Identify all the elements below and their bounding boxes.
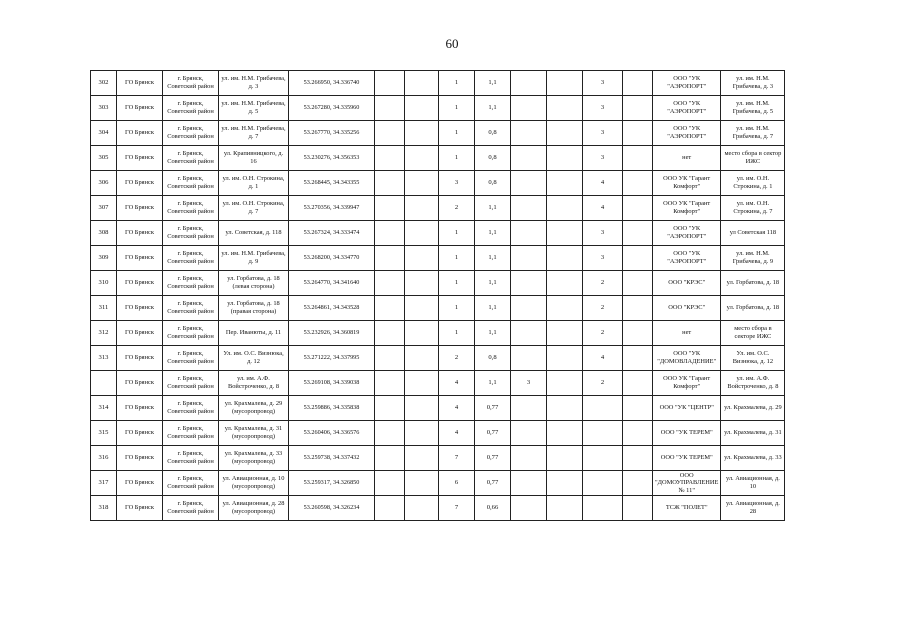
container-volume-cell: 1,1	[475, 371, 511, 396]
row-number-cell: 315	[91, 421, 117, 446]
row-number-cell: 314	[91, 396, 117, 421]
empty-cell	[405, 496, 439, 521]
extra-count-cell	[511, 221, 547, 246]
organization-cell: ТСЖ "ПОЛЕТ"	[653, 496, 721, 521]
table-row	[91, 496, 785, 521]
empty-cell	[375, 371, 405, 396]
container-volume-cell: 1,1	[475, 271, 511, 296]
empty-cell	[375, 446, 405, 471]
empty-cell	[623, 371, 653, 396]
empty-cell	[375, 321, 405, 346]
district-cell: ГО Брянск	[117, 146, 163, 171]
waste-source-cell: ул Советская 118	[721, 221, 785, 246]
city-cell: г. Брянск, Советский район	[163, 346, 219, 371]
empty-cell	[623, 71, 653, 96]
address-cell: Ул. им. О.С. Визнюка, д. 12	[219, 346, 289, 371]
container-count-cell: 1	[439, 271, 475, 296]
district-cell: ГО Брянск	[117, 496, 163, 521]
extra-count-cell	[511, 71, 547, 96]
city-cell: г. Брянск, Советский район	[163, 171, 219, 196]
empty-cell	[375, 496, 405, 521]
empty-cell	[547, 121, 583, 146]
container-count-cell: 4	[439, 421, 475, 446]
organization-cell: ООО "ДОМОУПРАВЛЕНИЕ № 11"	[653, 471, 721, 496]
container-count-cell: 2	[439, 196, 475, 221]
district-cell: ГО Брянск	[117, 296, 163, 321]
empty-cell	[623, 146, 653, 171]
city-cell: г. Брянск, Советский район	[163, 96, 219, 121]
waste-source-cell: ул. им. О.Н. Строкина, д. 1	[721, 171, 785, 196]
empty-cell	[405, 371, 439, 396]
waste-source-cell: ул. Горбатова, д. 18	[721, 296, 785, 321]
extra-count-cell	[511, 196, 547, 221]
empty-cell	[375, 121, 405, 146]
extra-count-cell	[511, 321, 547, 346]
row-number-cell: 308	[91, 221, 117, 246]
coordinates-cell: 53.270356, 34.339947	[289, 196, 375, 221]
empty-cell	[623, 121, 653, 146]
empty-cell	[405, 121, 439, 146]
empty-cell	[623, 96, 653, 121]
container-volume-cell: 1,1	[475, 221, 511, 246]
row-number-cell	[91, 371, 117, 396]
city-cell: г. Брянск, Советский район	[163, 321, 219, 346]
organization-cell: ООО "УК "АЭРОПОРТ"	[653, 246, 721, 271]
organization-cell: ООО "УК ТЕРЕМ"	[653, 446, 721, 471]
frequency-cell	[583, 471, 623, 496]
extra-count-cell	[511, 171, 547, 196]
container-volume-cell: 0,8	[475, 171, 511, 196]
row-number-cell: 305	[91, 146, 117, 171]
frequency-cell: 2	[583, 296, 623, 321]
city-cell: г. Брянск, Советский район	[163, 296, 219, 321]
organization-cell: ООО "УК "АЭРОПОРТ"	[653, 71, 721, 96]
empty-cell	[405, 171, 439, 196]
address-cell: ул. им. Н.М. Грибачева, д. 9	[219, 246, 289, 271]
address-cell: ул. Авиационная, д. 10 (мусоропровод)	[219, 471, 289, 496]
empty-cell	[623, 271, 653, 296]
waste-source-cell: ул. Крахмалева, д. 29	[721, 396, 785, 421]
waste-source-cell: ул. им. Н.М. Грибачева, д. 7	[721, 121, 785, 146]
row-number-cell: 309	[91, 246, 117, 271]
district-cell: ГО Брянск	[117, 121, 163, 146]
container-count-cell: 1	[439, 221, 475, 246]
empty-cell	[623, 446, 653, 471]
table-row	[91, 271, 785, 296]
container-count-cell: 4	[439, 371, 475, 396]
empty-cell	[547, 221, 583, 246]
row-number-cell: 311	[91, 296, 117, 321]
organization-cell: ООО "УК ТЕРЕМ"	[653, 421, 721, 446]
city-cell: г. Брянск, Советский район	[163, 271, 219, 296]
frequency-cell	[583, 446, 623, 471]
empty-cell	[405, 446, 439, 471]
empty-cell	[405, 421, 439, 446]
coordinates-cell: 53.268445, 34.343355	[289, 171, 375, 196]
city-cell: г. Брянск, Советский район	[163, 221, 219, 246]
empty-cell	[375, 271, 405, 296]
extra-count-cell	[511, 346, 547, 371]
container-count-cell: 4	[439, 396, 475, 421]
district-cell: ГО Брянск	[117, 421, 163, 446]
frequency-cell: 3	[583, 246, 623, 271]
district-cell: ГО Брянск	[117, 171, 163, 196]
empty-cell	[623, 346, 653, 371]
empty-cell	[405, 221, 439, 246]
address-cell: ул. Горбатова, д. 18 (левая сторона)	[219, 271, 289, 296]
empty-cell	[547, 171, 583, 196]
container-volume-cell: 1,1	[475, 71, 511, 96]
coordinates-cell: 53.232926, 34.360819	[289, 321, 375, 346]
city-cell: г. Брянск, Советский район	[163, 396, 219, 421]
empty-cell	[405, 321, 439, 346]
coordinates-cell: 53.264770, 34.341640	[289, 271, 375, 296]
empty-cell	[405, 96, 439, 121]
address-cell: ул. им. О.Н. Строкина, д. 7	[219, 196, 289, 221]
empty-cell	[623, 321, 653, 346]
table-row	[91, 146, 785, 171]
empty-cell	[405, 196, 439, 221]
container-count-cell: 1	[439, 296, 475, 321]
table-row	[91, 296, 785, 321]
table-row	[91, 396, 785, 421]
extra-count-cell	[511, 296, 547, 321]
empty-cell	[375, 471, 405, 496]
extra-count-cell	[511, 121, 547, 146]
empty-cell	[623, 246, 653, 271]
empty-cell	[547, 496, 583, 521]
coordinates-cell: 53.267770, 34.335256	[289, 121, 375, 146]
district-cell: ГО Брянск	[117, 346, 163, 371]
district-cell: ГО Брянск	[117, 196, 163, 221]
address-cell: ул. Крахмалева, д. 33 (мусоропровод)	[219, 446, 289, 471]
waste-source-cell: место сбора в секторе ИЖС	[721, 321, 785, 346]
container-volume-cell: 0,77	[475, 396, 511, 421]
container-volume-cell: 0,77	[475, 471, 511, 496]
waste-source-cell: ул. Крахмалева, д. 31	[721, 421, 785, 446]
organization-cell: ООО "УК "ДОМОВЛАДЕНИЕ"	[653, 346, 721, 371]
city-cell: г. Брянск, Советский район	[163, 446, 219, 471]
waste-source-cell: ул. Авиационная, д. 10	[721, 471, 785, 496]
table-row	[91, 446, 785, 471]
frequency-cell: 2	[583, 321, 623, 346]
coordinates-cell: 53.266950, 34.336740	[289, 71, 375, 96]
row-number-cell: 313	[91, 346, 117, 371]
container-count-cell: 1	[439, 71, 475, 96]
table-body	[91, 71, 785, 521]
district-cell: ГО Брянск	[117, 321, 163, 346]
container-volume-cell: 0,8	[475, 346, 511, 371]
empty-cell	[375, 246, 405, 271]
extra-count-cell	[511, 471, 547, 496]
organization-cell: нет	[653, 321, 721, 346]
frequency-cell: 3	[583, 96, 623, 121]
container-volume-cell: 0,8	[475, 146, 511, 171]
frequency-cell: 3	[583, 221, 623, 246]
organization-cell: ООО "УК "АЭРОПОРТ"	[653, 121, 721, 146]
empty-cell	[405, 271, 439, 296]
extra-count-cell	[511, 271, 547, 296]
waste-source-cell: ул. им. Н.М. Грибачева, д. 5	[721, 96, 785, 121]
empty-cell	[405, 396, 439, 421]
coordinates-cell: 53.230276, 34.356353	[289, 146, 375, 171]
empty-cell	[405, 246, 439, 271]
district-cell: ГО Брянск	[117, 446, 163, 471]
frequency-cell: 3	[583, 146, 623, 171]
row-number-cell: 304	[91, 121, 117, 146]
extra-count-cell	[511, 96, 547, 121]
address-cell: Пер. Иванюты, д. 11	[219, 321, 289, 346]
container-volume-cell: 0,77	[475, 446, 511, 471]
frequency-cell	[583, 496, 623, 521]
empty-cell	[375, 146, 405, 171]
address-cell: ул. им. О.Н. Строкина, д. 1	[219, 171, 289, 196]
empty-cell	[405, 146, 439, 171]
table-row	[91, 346, 785, 371]
organization-cell: ООО "УК "АЭРОПОРТ"	[653, 221, 721, 246]
extra-count-cell: 3	[511, 371, 547, 396]
frequency-cell	[583, 396, 623, 421]
table-row	[91, 96, 785, 121]
container-volume-cell: 1,1	[475, 196, 511, 221]
table-row	[91, 221, 785, 246]
container-count-cell: 1	[439, 96, 475, 121]
table-row	[91, 321, 785, 346]
district-cell: ГО Брянск	[117, 96, 163, 121]
empty-cell	[547, 346, 583, 371]
empty-cell	[405, 346, 439, 371]
district-cell: ГО Брянск	[117, 246, 163, 271]
waste-source-cell: ул. Крахмалева, д. 33	[721, 446, 785, 471]
empty-cell	[375, 396, 405, 421]
frequency-cell: 3	[583, 121, 623, 146]
district-cell: ГО Брянск	[117, 371, 163, 396]
empty-cell	[547, 421, 583, 446]
coordinates-cell: 53.260598, 34.326234	[289, 496, 375, 521]
frequency-cell: 2	[583, 371, 623, 396]
district-cell: ГО Брянск	[117, 271, 163, 296]
empty-cell	[547, 471, 583, 496]
table-row	[91, 421, 785, 446]
waste-source-cell: ул. им. А.Ф. Войстроченко, д. 8	[721, 371, 785, 396]
district-cell: ГО Брянск	[117, 71, 163, 96]
table-row	[91, 371, 785, 396]
frequency-cell: 2	[583, 271, 623, 296]
empty-cell	[623, 421, 653, 446]
district-cell: ГО Брянск	[117, 471, 163, 496]
empty-cell	[547, 396, 583, 421]
frequency-cell	[583, 421, 623, 446]
empty-cell	[375, 171, 405, 196]
city-cell: г. Брянск, Советский район	[163, 146, 219, 171]
table-row	[91, 71, 785, 96]
empty-cell	[547, 146, 583, 171]
coordinates-cell: 53.267280, 34.335960	[289, 96, 375, 121]
table-row	[91, 196, 785, 221]
empty-cell	[547, 196, 583, 221]
city-cell: г. Брянск, Советский район	[163, 196, 219, 221]
organization-cell: ООО "УК "АЭРОПОРТ"	[653, 96, 721, 121]
row-number-cell: 310	[91, 271, 117, 296]
coordinates-cell: 53.269108, 34.339038	[289, 371, 375, 396]
empty-cell	[375, 296, 405, 321]
coordinates-cell: 53.267324, 34.333474	[289, 221, 375, 246]
container-volume-cell: 1,1	[475, 246, 511, 271]
empty-cell	[375, 221, 405, 246]
container-count-cell: 3	[439, 171, 475, 196]
row-number-cell: 303	[91, 96, 117, 121]
empty-cell	[375, 421, 405, 446]
extra-count-cell	[511, 146, 547, 171]
frequency-cell: 4	[583, 346, 623, 371]
container-volume-cell: 0,66	[475, 496, 511, 521]
empty-cell	[623, 471, 653, 496]
empty-cell	[547, 246, 583, 271]
row-number-cell: 318	[91, 496, 117, 521]
empty-cell	[623, 296, 653, 321]
empty-cell	[375, 196, 405, 221]
container-volume-cell: 1,1	[475, 321, 511, 346]
organization-cell: ООО "КРЭС"	[653, 296, 721, 321]
coordinates-cell: 53.259886, 34.335838	[289, 396, 375, 421]
table-row	[91, 121, 785, 146]
container-count-cell: 2	[439, 346, 475, 371]
empty-cell	[405, 71, 439, 96]
table-row	[91, 246, 785, 271]
address-cell: ул. Крахмалева, д. 31 (мусоропровод)	[219, 421, 289, 446]
empty-cell	[547, 71, 583, 96]
empty-cell	[623, 221, 653, 246]
city-cell: г. Брянск, Советский район	[163, 71, 219, 96]
city-cell: г. Брянск, Советский район	[163, 246, 219, 271]
container-volume-cell: 0,77	[475, 421, 511, 446]
table-row	[91, 471, 785, 496]
address-cell: ул. Крапивницкого, д. 16	[219, 146, 289, 171]
frequency-cell: 3	[583, 71, 623, 96]
coordinates-cell: 53.271222, 34.337995	[289, 346, 375, 371]
coordinates-cell: 53.268200, 34.334770	[289, 246, 375, 271]
organization-cell: ООО "УК "ЦЕНТР"	[653, 396, 721, 421]
container-count-cell: 1	[439, 246, 475, 271]
container-volume-cell: 1,1	[475, 96, 511, 121]
organization-cell: ООО "КРЭС"	[653, 271, 721, 296]
organization-cell: ООО УК "Гарант Комфорт"	[653, 196, 721, 221]
empty-cell	[375, 96, 405, 121]
container-count-cell: 6	[439, 471, 475, 496]
row-number-cell: 316	[91, 446, 117, 471]
empty-cell	[547, 296, 583, 321]
extra-count-cell	[511, 496, 547, 521]
coordinates-cell: 53.264861, 34.343528	[289, 296, 375, 321]
city-cell: г. Брянск, Советский район	[163, 121, 219, 146]
empty-cell	[623, 396, 653, 421]
empty-cell	[375, 346, 405, 371]
empty-cell	[405, 296, 439, 321]
waste-source-cell: ул. Авиационная, д. 28	[721, 496, 785, 521]
waste-source-cell: ул. им. Н.М. Грибачева, д. 9	[721, 246, 785, 271]
coordinates-cell: 53.259738, 34.337432	[289, 446, 375, 471]
organization-cell: ООО УК "Гарант Комфорт"	[653, 171, 721, 196]
extra-count-cell	[511, 396, 547, 421]
address-cell: ул. им. А.Ф. Войстроченко, д. 8	[219, 371, 289, 396]
extra-count-cell	[511, 421, 547, 446]
address-cell: ул. им. Н.М. Грибачева, д. 3	[219, 71, 289, 96]
row-number-cell: 317	[91, 471, 117, 496]
empty-cell	[547, 271, 583, 296]
frequency-cell: 4	[583, 196, 623, 221]
district-cell: ГО Брянск	[117, 396, 163, 421]
container-count-cell: 7	[439, 446, 475, 471]
waste-source-cell: ул. им. О.Н. Строкина, д. 7	[721, 196, 785, 221]
container-count-cell: 1	[439, 146, 475, 171]
container-count-cell: 7	[439, 496, 475, 521]
empty-cell	[547, 96, 583, 121]
frequency-cell: 4	[583, 171, 623, 196]
organization-cell: ООО УК "Гарант Комфорт"	[653, 371, 721, 396]
empty-cell	[405, 471, 439, 496]
container-sites-table	[90, 70, 785, 521]
container-count-cell: 1	[439, 321, 475, 346]
address-cell: ул. Горбатова, д. 18 (правая сторона)	[219, 296, 289, 321]
address-cell: ул. им. Н.М. Грибачева, д. 5	[219, 96, 289, 121]
extra-count-cell	[511, 246, 547, 271]
city-cell: г. Брянск, Советский район	[163, 421, 219, 446]
coordinates-cell: 53.259317, 34.326850	[289, 471, 375, 496]
row-number-cell: 312	[91, 321, 117, 346]
empty-cell	[623, 196, 653, 221]
address-cell: ул. Крахмалева, д. 29 (мусоропровод)	[219, 396, 289, 421]
extra-count-cell	[511, 446, 547, 471]
empty-cell	[547, 321, 583, 346]
coordinates-cell: 53.260406, 34.336576	[289, 421, 375, 446]
container-count-cell: 1	[439, 121, 475, 146]
address-cell: ул. Авиационная, д. 28 (мусоропровод)	[219, 496, 289, 521]
row-number-cell: 302	[91, 71, 117, 96]
empty-cell	[623, 171, 653, 196]
row-number-cell: 307	[91, 196, 117, 221]
empty-cell	[375, 71, 405, 96]
container-volume-cell: 1,1	[475, 296, 511, 321]
city-cell: г. Брянск, Советский район	[163, 371, 219, 396]
waste-source-cell: ул. Горбатова, д. 18	[721, 271, 785, 296]
table-row	[91, 171, 785, 196]
row-number-cell: 306	[91, 171, 117, 196]
container-volume-cell: 0,8	[475, 121, 511, 146]
empty-cell	[623, 496, 653, 521]
empty-cell	[547, 371, 583, 396]
address-cell: ул. им. Н.М. Грибачева, д. 7	[219, 121, 289, 146]
page-number: 60	[445, 36, 459, 51]
waste-source-cell: Ул. им. О.С. Визнюка, д. 12	[721, 346, 785, 371]
city-cell: г. Брянск, Советский район	[163, 496, 219, 521]
district-cell: ГО Брянск	[117, 221, 163, 246]
waste-source-cell: ул. им. Н.М. Грибачева, д. 3	[721, 71, 785, 96]
empty-cell	[547, 446, 583, 471]
organization-cell: нет	[653, 146, 721, 171]
address-cell: ул. Советская, д. 118	[219, 221, 289, 246]
city-cell: г. Брянск, Советский район	[163, 471, 219, 496]
waste-source-cell: место сбора в сектор ИЖС	[721, 146, 785, 171]
